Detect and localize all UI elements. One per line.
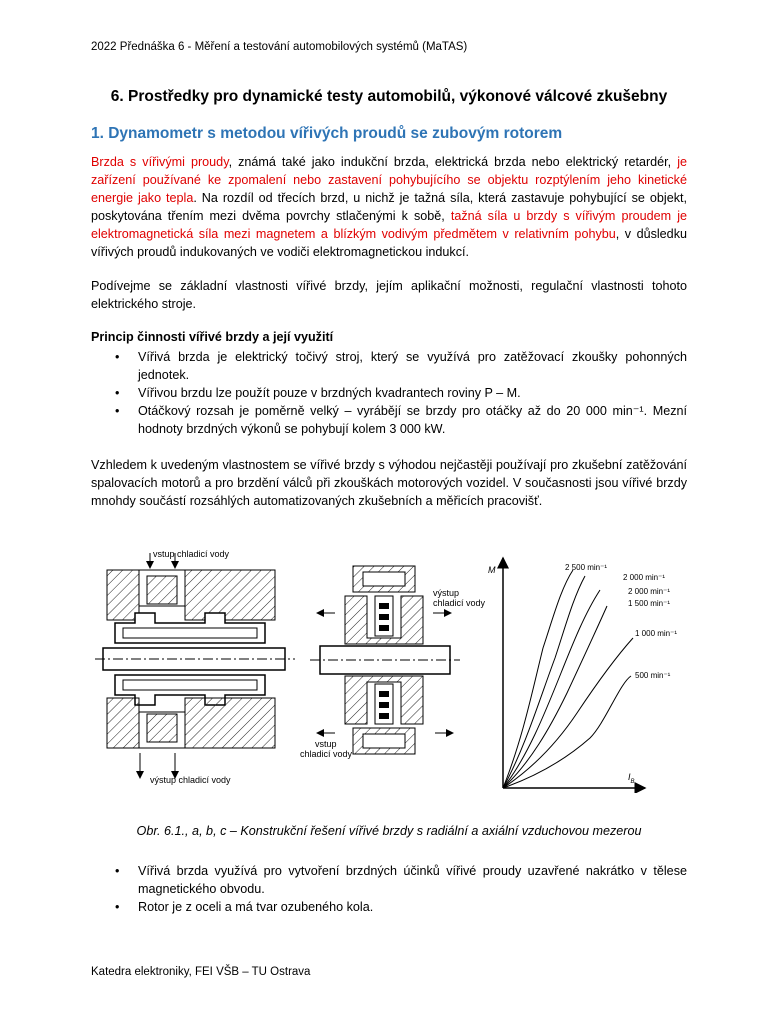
diagram-axial-brake <box>300 566 486 759</box>
curve-label: 2 000 min⁻¹ <box>623 573 666 582</box>
principle-list <box>91 348 687 438</box>
highlight-term: Brzda s vířivými proudy <box>91 155 229 169</box>
rotor-list <box>91 862 687 916</box>
curve-2000a <box>503 576 585 788</box>
section-heading: 1. Dynamometr s metodou vířivých proudů se zubovým rotorem <box>91 125 563 142</box>
chart-x-axis-label <box>628 772 635 785</box>
inlet-label-b2: chladicí vody <box>300 749 353 759</box>
highlight-definition: je zařízení používané ke zpomalení nebo zastavení pohybujícího se objektu rozptýlením jeho kinetické energie jako tepla <box>91 155 688 205</box>
curve-label: 2 000 min⁻¹ <box>628 587 671 596</box>
page-header: 2022 Přednáška 6 - Měření a testování automobilových systémů (MaTAS) <box>91 41 468 53</box>
curve-label: 1 500 min⁻¹ <box>628 599 671 608</box>
list-item: • Vířivou brzdu lze použít pouze v brzdných kvadrantech roviny P – M. <box>91 384 687 402</box>
list-item: • Vířivá brzda využívá pro vytvoření brzdných účinků vířivé proudy uzavřené nakrátko v tělese magnetického obvodu. <box>91 862 687 898</box>
outlet-label-a: výstup chladicí vody <box>150 775 231 785</box>
figure-caption: Obr. 6.1., a, b, c – Konstrukční řešení vířivé brzdy s radiální a axiální vzduchovou mezerou <box>136 824 642 838</box>
properties-paragraph: Podívejme se základní vlastnosti vířivé brzdy, jejím aplikační možnosti, regulační vlastnosti tohoto elektrického stroje. <box>91 279 687 311</box>
x-axis-symbol: I <box>628 772 631 782</box>
outlet-label-b1: výstup <box>433 588 460 598</box>
page-footer: Katedra elektroniky, FEI VŠB – TU Ostrava <box>91 966 311 978</box>
diagram-radial-brake <box>95 549 295 785</box>
page-title: 6. Prostředky pro dynamické testy automobilů, výkonové válcové zkušebny <box>110 88 668 105</box>
chart-y-axis-label: M <box>488 565 496 575</box>
x-axis-subscript: B <box>630 779 635 785</box>
curve-label: 2 500 min⁻¹ <box>565 563 608 572</box>
usage-paragraph: Vzhledem k uvedeným vlastnostem se vířivé brzdy s výhodou nejčastěji používají pro zkušební zatěžování spalovacích motorů a pro brzdění válců při zkouškách motorových vozidel. V současnosti jsou vířivé brzdy mnohdy součástí rozsáhlých automatizovaných zkušebních a měřicích pracovišť. <box>91 458 687 508</box>
intro-paragraph <box>91 153 687 261</box>
list-item: • Vířivá brzda je elektrický točivý stroj, který se využívá pro zatěžovací zkoušky pohonných jednotek. <box>91 348 687 384</box>
list-item: • Otáčkový rozsah je poměrně velký – vyrábějí se brzdy pro otáčky až do 20 000 min⁻¹. Mezní hodnoty brzdných výkonů se pohybují kolem 3 000 kW. <box>91 402 687 438</box>
text-span: . Na rozdíl od třecích brzd, u nichž je tažná síla, která zastavuje pohybující se objekt, poskytována třením mezi dvěma povrchy stlačenými k sobě, <box>91 191 688 223</box>
inlet-label-a: vstup chladicí vody <box>153 549 230 559</box>
curve-2500 <box>503 570 573 788</box>
figure <box>95 548 695 793</box>
curve-1000 <box>503 638 633 788</box>
curve-label: 500 min⁻¹ <box>635 671 671 680</box>
list-item: • Rotor je z oceli a má tvar ozubeného kola. <box>91 898 687 916</box>
subheading: Princip činnosti vířivé brzdy a její využití <box>91 330 334 344</box>
torque-chart <box>488 558 677 788</box>
curve-label: 1 000 min⁻¹ <box>635 629 678 638</box>
highlight-force: tažná síla u brzdy s vířivým proudem je elektromagnetická síla mezi magnetem a blízkým vodivým předmětem v relativním pohybu <box>91 209 688 241</box>
curve-1500 <box>503 606 607 788</box>
text-span: , v důsledku vířivých proudů indukovaných ve vodiči elektromagnetickou indukcí. <box>91 227 687 259</box>
inlet-label-b1: vstup <box>315 739 337 749</box>
outlet-label-b2: chladicí vody <box>433 598 486 608</box>
text-span: , známá také jako indukční brzda, elektrická brzda nebo elektrický retardér, <box>228 155 678 169</box>
